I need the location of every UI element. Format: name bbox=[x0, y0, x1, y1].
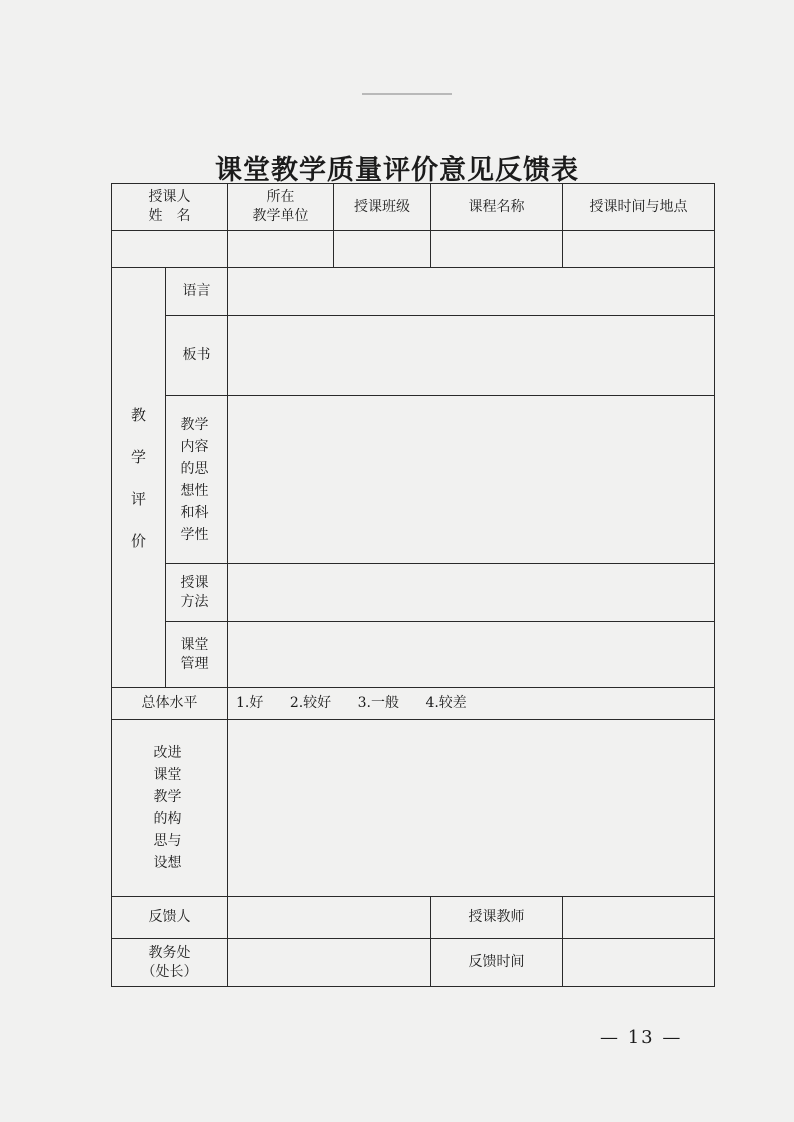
footer-row bbox=[112, 939, 715, 987]
time-place-field[interactable] bbox=[563, 231, 715, 268]
improvement-label: 改进课堂教学的构思与设想 bbox=[112, 720, 228, 897]
course-field[interactable] bbox=[431, 231, 563, 268]
overall-option[interactable]: 3.一般 bbox=[357, 695, 399, 711]
class-field[interactable] bbox=[334, 231, 431, 268]
teaching-teacher-field[interactable] bbox=[563, 897, 715, 939]
form-title: 课堂教学质量评价意见反馈表 bbox=[215, 155, 579, 186]
overall-options bbox=[228, 688, 715, 720]
improvement-field[interactable] bbox=[228, 720, 715, 897]
time-place-header: 授课时间与地点 bbox=[563, 184, 715, 231]
evaluation-row bbox=[112, 316, 715, 396]
management-comment-field[interactable] bbox=[228, 622, 715, 688]
evaluation-item-label: 授课方法 bbox=[166, 564, 228, 622]
feedback-person-label: 反馈人 bbox=[112, 897, 228, 939]
teaching-teacher-label: 授课教师 bbox=[431, 897, 563, 939]
overall-option[interactable]: 4.较差 bbox=[425, 695, 467, 711]
footer-row bbox=[112, 897, 715, 939]
evaluation-item-label: 板书 bbox=[166, 316, 228, 396]
evaluation-row bbox=[112, 268, 715, 316]
evaluation-item-label: 教学内容的思想性和科学性 bbox=[166, 396, 228, 564]
class-header: 授课班级 bbox=[334, 184, 431, 231]
unit-field[interactable] bbox=[228, 231, 334, 268]
improvement-row bbox=[112, 720, 715, 897]
teacher-name-field[interactable] bbox=[112, 231, 228, 268]
feedback-form-table bbox=[111, 183, 715, 987]
academic-office-field[interactable] bbox=[228, 939, 431, 987]
feedback-time-label: 反馈时间 bbox=[431, 939, 563, 987]
overall-label: 总体水平 bbox=[112, 688, 228, 720]
evaluation-row bbox=[112, 564, 715, 622]
blackboard-comment-field[interactable] bbox=[228, 316, 715, 396]
course-header: 课程名称 bbox=[431, 184, 563, 231]
header-value-row bbox=[112, 231, 715, 268]
feedback-time-field[interactable] bbox=[563, 939, 715, 987]
evaluation-section-label: 教学评价 bbox=[112, 268, 166, 688]
method-comment-field[interactable] bbox=[228, 564, 715, 622]
overall-option[interactable]: 1.好 bbox=[236, 695, 264, 711]
header-mark bbox=[362, 93, 452, 95]
overall-row bbox=[112, 688, 715, 720]
evaluation-row bbox=[112, 622, 715, 688]
page-number: — 13 — bbox=[600, 1027, 683, 1048]
content-comment-field[interactable] bbox=[228, 396, 715, 564]
academic-office-label: 教务处 （处长） bbox=[112, 939, 228, 987]
evaluation-item-label: 课堂管理 bbox=[166, 622, 228, 688]
feedback-person-field[interactable] bbox=[228, 897, 431, 939]
evaluation-item-label: 语言 bbox=[166, 268, 228, 316]
teacher-name-header: 授课人 姓 名 bbox=[112, 184, 228, 231]
language-comment-field[interactable] bbox=[228, 268, 715, 316]
overall-option[interactable]: 2.较好 bbox=[289, 695, 332, 711]
evaluation-row bbox=[112, 396, 715, 564]
unit-header: 所在 教学单位 bbox=[228, 184, 334, 231]
header-row bbox=[112, 184, 715, 231]
